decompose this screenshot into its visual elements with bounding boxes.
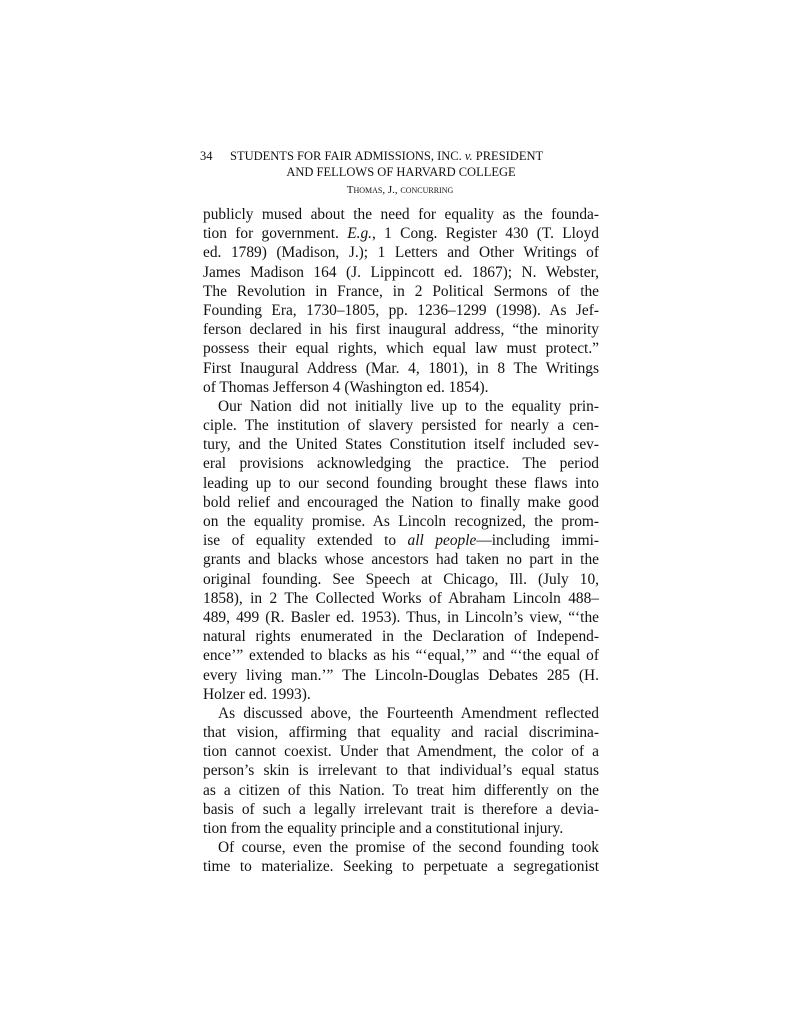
text-line: ciple. The institution of slavery persisted for nearly a cen- — [203, 417, 599, 435]
text-line: that vision, affirming that equality and racial discrimina- — [203, 724, 599, 742]
text-line: Founding Era, 1730–1805, pp. 1236–1299 (1998). As Jef- — [203, 301, 599, 319]
opinion-label: Thomas, J., concurring — [346, 184, 454, 196]
paragraph — [203, 205, 599, 397]
case-title-part2: PRESIDENT — [472, 149, 544, 163]
text-line: grants and blacks whose ancestors had taken no part in the — [203, 551, 599, 569]
case-title-line2: AND FELLOWS OF HARVARD COLLEGE — [286, 165, 516, 179]
text-line: ence’” extended to blacks as his “‘equal,’” and “‘the equal of — [203, 647, 599, 665]
text-line: Holzer ed. 1993). — [203, 685, 311, 703]
text-line: tion from the equality principle and a constitutional injury. — [203, 820, 564, 837]
text-line: person’s skin is irrelevant to that individual’s equal status — [203, 762, 599, 780]
case-title-versus: v. — [464, 149, 473, 163]
text-line: tion for government. E.g., 1 Cong. Register 430 (T. Lloyd — [203, 225, 599, 243]
text-line: James Madison 164 (J. Lippincott ed. 1867); N. Webster, — [203, 263, 599, 281]
text-line: leading up to our second founding brought these flaws into — [203, 474, 599, 492]
case-title-part1: STUDENTS FOR FAIR ADMISSIONS, INC. — [230, 149, 465, 163]
text-line: original founding. See Speech at Chicago, Ill. (July 10, — [203, 570, 599, 588]
text-line: 489, 499 (R. Basler ed. 1953). Thus, in Lincoln’s view, “‘the — [203, 608, 599, 626]
text-line: bold relief and encouraged the Nation to finally make good — [203, 493, 599, 511]
opinion-body — [203, 205, 599, 877]
paragraph — [203, 397, 599, 704]
text-line: Of course, even the promise of the second founding took — [218, 839, 599, 857]
text-line: ise of equality extended to all people—including immi- — [203, 532, 599, 550]
running-head-line1 — [200, 148, 600, 164]
text-line: 1858), in 2 The Collected Works of Abraham Lincoln 488– — [203, 589, 599, 607]
text-line: tury, and the United States Constitution itself included sev- — [203, 436, 599, 454]
running-head — [200, 148, 600, 200]
text-line: tion cannot coexist. Under that Amendment, the color of a — [203, 743, 599, 761]
text-line: ed. 1789) (Madison, J.); 1 Letters and Other Writings of — [203, 244, 599, 262]
text-line: First Inaugural Address (Mar. 4, 1801), in 8 The Writings — [203, 359, 599, 377]
text-line: basis of such a legally irrelevant trait is therefore a devia- — [203, 800, 599, 818]
paragraph — [203, 704, 599, 838]
text-line: natural rights enumerated in the Declaration of Independ- — [203, 628, 599, 646]
text-line: of Thomas Jefferson 4 (Washington ed. 1854). — [203, 378, 489, 396]
text-line: on the equality promise. As Lincoln recognized, the prom- — [203, 513, 599, 530]
text-line: every living man.’” The Lincoln-Douglas Debates 285 (H. — [203, 666, 599, 684]
text-line: As discussed above, the Fourteenth Amendment reflected — [218, 704, 599, 722]
page-number: 34 — [200, 149, 213, 163]
paragraph — [203, 838, 599, 876]
text-line: eral provisions acknowledging the practice. The period — [203, 455, 599, 473]
text-line: publicly mused about the need for equality as the founda- — [203, 206, 599, 223]
text-line: time to materialize. Seeking to perpetuate a segregationist — [203, 858, 599, 876]
text-line: The Revolution in France, in 2 Political Sermons of the — [203, 282, 599, 300]
text-line: possess their equal rights, which equal law must protect.” — [203, 340, 599, 358]
text-line: ferson declared in his first inaugural address, “the minority — [203, 321, 599, 339]
text-line: as a citizen of this Nation. To treat him differently on the — [203, 781, 599, 799]
text-line: Our Nation did not initially live up to the equality prin- — [218, 397, 599, 415]
